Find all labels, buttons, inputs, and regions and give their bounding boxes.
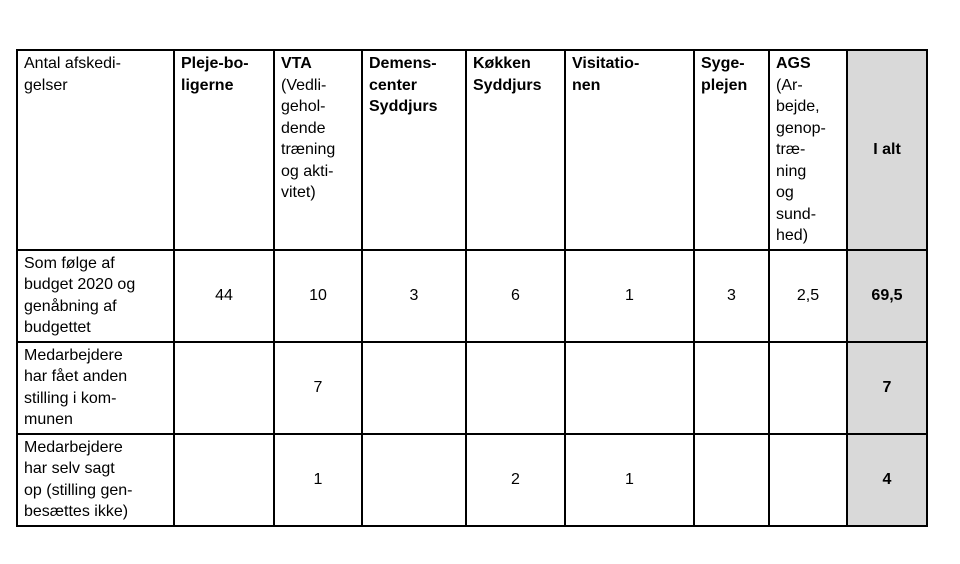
table-cell: 3 — [362, 250, 466, 342]
column-header-line: Demens- — [369, 55, 437, 72]
table-cell: 1 — [274, 434, 362, 526]
column-header-visitationen — [565, 50, 694, 250]
table-cell: 1 — [565, 434, 694, 526]
column-header-koekken — [466, 50, 565, 250]
total-header: I alt — [847, 50, 927, 250]
row-label-line: har selv sagt — [24, 460, 115, 477]
table-cell — [174, 342, 274, 434]
table-cell: 1 — [565, 250, 694, 342]
row-label-line: budget 2020 og — [24, 276, 136, 293]
column-header-line: AGS — [776, 55, 811, 72]
column-header-line: center — [369, 76, 418, 94]
table-row — [17, 342, 927, 434]
table-row — [17, 250, 927, 342]
column-header-line: sund- — [776, 205, 817, 223]
column-header-vta — [274, 50, 362, 250]
total-cell: 69,5 — [847, 250, 927, 342]
table-cell: 44 — [174, 250, 274, 342]
column-header-line: og — [776, 184, 794, 201]
column-header-line: Syddjurs — [369, 98, 438, 115]
corner-header-line: gelser — [24, 76, 68, 94]
header-row — [17, 50, 927, 250]
column-header-line: Syddjurs — [473, 76, 542, 94]
table-cell — [694, 434, 769, 526]
column-header-line: træning — [281, 141, 336, 158]
column-header-line: dende — [281, 119, 326, 137]
total-cell: 7 — [847, 342, 927, 434]
corner-header-line: Antal afskedi- — [24, 55, 121, 72]
table-cell — [362, 434, 466, 526]
total-cell: 4 — [847, 434, 927, 526]
column-header-line: bejde, — [776, 98, 820, 115]
table-cell: 2 — [466, 434, 565, 526]
column-header-line: gehol- — [281, 98, 326, 115]
table-cell — [466, 342, 565, 434]
column-header-line: hed) — [776, 227, 809, 244]
column-header-line: nen — [572, 76, 601, 94]
table-cell — [362, 342, 466, 434]
column-header-line: Køkken — [473, 55, 531, 72]
row-label-line: besættes ikke) — [24, 503, 129, 520]
column-header-sygeplejen — [694, 50, 769, 250]
table-cell: 7 — [274, 342, 362, 434]
row-label — [17, 434, 174, 526]
column-header-line: og akti- — [281, 162, 334, 180]
table-cell — [174, 434, 274, 526]
column-header-line: træ- — [776, 141, 806, 158]
row-label-line: genåbning af — [24, 297, 117, 315]
row-label-line: Som følge af — [24, 254, 115, 272]
column-header-line: Pleje-bo- — [181, 55, 249, 72]
table-cell — [769, 434, 847, 526]
row-label — [17, 250, 174, 342]
column-header-line: VTA — [281, 55, 312, 72]
column-header-plejeboligerne — [174, 50, 274, 250]
table-cell: 10 — [274, 250, 362, 342]
table-row — [17, 434, 927, 526]
table-cell: 3 — [694, 250, 769, 342]
table-cell — [694, 342, 769, 434]
row-label-line: Medarbejdere — [24, 346, 123, 364]
column-header-line: Visitatio- — [572, 55, 640, 72]
column-header-line: ning — [776, 162, 807, 180]
row-label-line: har fået anden — [24, 368, 128, 385]
column-header-demenscenter — [362, 50, 466, 250]
column-header-line: vitet) — [281, 184, 316, 201]
row-label-line: op (stilling gen- — [24, 481, 133, 499]
row-label — [17, 342, 174, 434]
corner-header — [17, 50, 174, 250]
column-header-ags — [769, 50, 847, 250]
column-header-line: (Ar- — [776, 76, 803, 94]
column-header-line: plejen — [701, 76, 748, 94]
row-label-line: budgettet — [24, 319, 91, 336]
column-header-line: ligerne — [181, 76, 234, 94]
row-label-line: stilling i kom- — [24, 389, 117, 407]
table-cell — [565, 342, 694, 434]
table-cell — [769, 342, 847, 434]
row-label-line: Medarbejdere — [24, 438, 123, 456]
column-header-line: Syge- — [701, 55, 745, 72]
column-header-line: genop- — [776, 119, 826, 137]
table-cell: 6 — [466, 250, 565, 342]
row-label-line: munen — [24, 411, 73, 428]
table-cell: 2,5 — [769, 250, 847, 342]
layoffs-table — [16, 49, 928, 527]
column-header-line: (Vedli- — [281, 76, 327, 94]
